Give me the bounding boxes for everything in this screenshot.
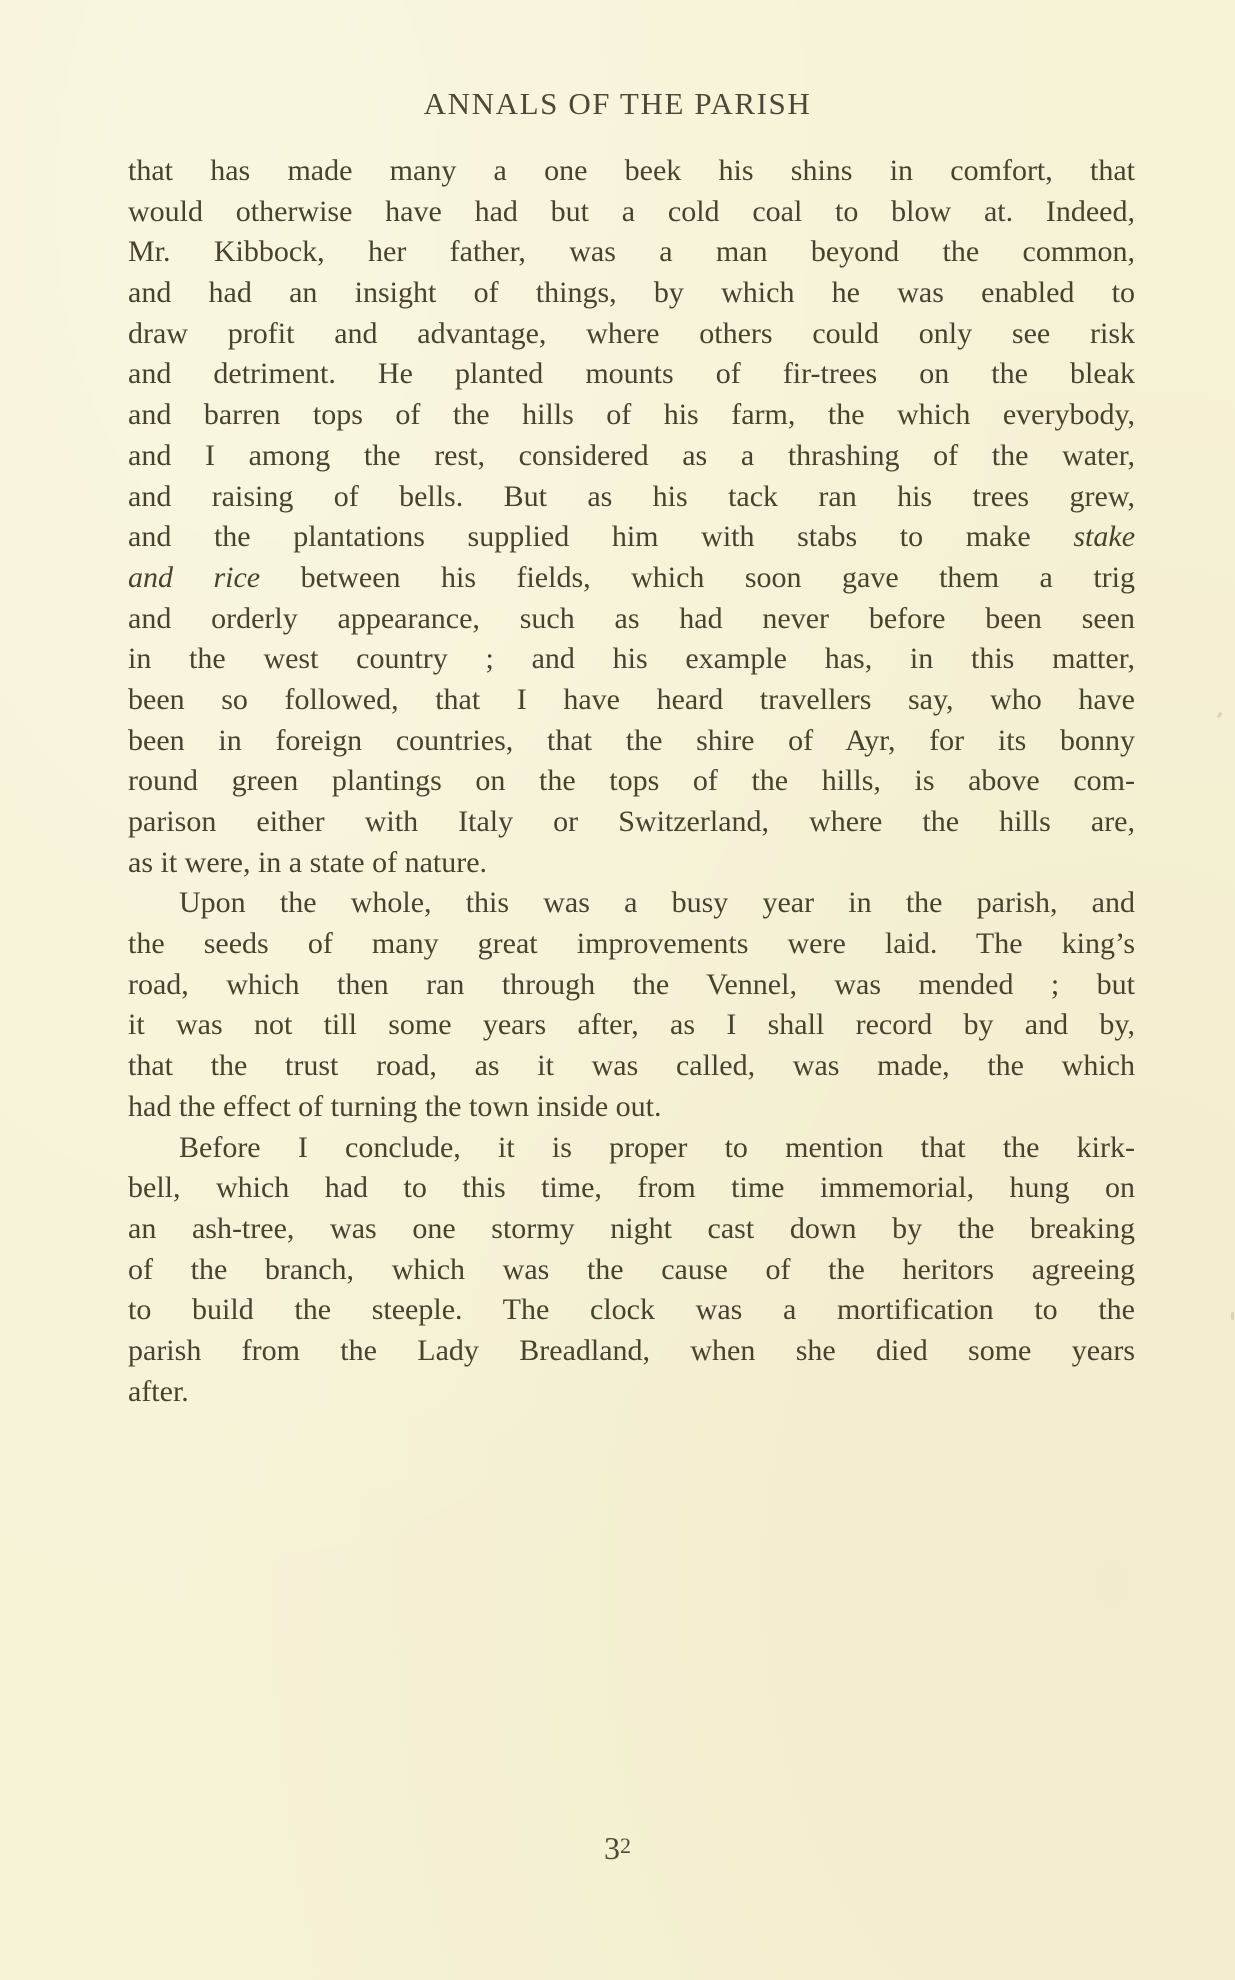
text-segment: and the plantations supplied him with stabs to make [128, 520, 1031, 554]
page-number [0, 1826, 1235, 1868]
paragraph-2 [128, 883, 1135, 1127]
text-line: the seeds of many great improvements were laid. The king’s [128, 927, 1135, 961]
text-line: to build the steeple. The clock was a mortification to the [128, 1293, 1135, 1327]
text-line: parish from the Lady Breadland, when she died some years [128, 1333, 1135, 1367]
text-line: round green plantings on the tops of the hills, is above com- [128, 764, 1135, 798]
paragraph-3 [128, 1128, 1135, 1413]
text-line: of the branch, which was the cause of the heritors agreeing [128, 1252, 1135, 1286]
text-line: and raising of bells. But as his tack ran his trees grew, [128, 479, 1135, 513]
text-line: been so followed, that I have heard travellers say, who have [128, 682, 1135, 716]
italic-term: and rice [128, 560, 261, 594]
page-number-digit: 3 [604, 1830, 620, 1866]
text-line: as it were, in a state of nature. [128, 845, 488, 879]
text-segment: between his fields, which soon gave them a trig [300, 560, 1135, 594]
text-line: that has made many a one beek his shins in comfort, that [128, 154, 1135, 187]
body-text [128, 151, 1135, 1412]
text-line: road, which then ran through the Vennel, was mended ; but [128, 967, 1135, 1001]
paragraph-1 [128, 151, 1135, 883]
paper-speck [1217, 712, 1223, 719]
running-head: ANNALS OF THE PARISH [423, 86, 812, 121]
paper-speck [1231, 1312, 1234, 1320]
text-line: bell, which had to this time, from time immemorial, hung on [128, 1171, 1135, 1205]
text-line: and had an insight of things, by which he was enabled to [128, 276, 1135, 310]
text-line: Upon the whole, this was a busy year in the parish, and [179, 886, 1135, 920]
text-line-with-italic [128, 517, 1135, 558]
text-line: that the trust road, as it was called, was made, the which [128, 1049, 1135, 1083]
text-line: had the effect of turning the town inside out. [128, 1089, 662, 1123]
text-line-with-italic [128, 558, 1135, 599]
text-line: and detriment. He planted mounts of fir-trees on the bleak [128, 357, 1135, 391]
text-line: been in foreign countries, that the shire of Ayr, for its bonny [128, 723, 1135, 757]
text-line: Before I conclude, it is proper to mention that the kirk- [179, 1130, 1135, 1164]
text-line: after. [128, 1374, 189, 1408]
text-line: and barren tops of the hills of his farm, the which everybody, [128, 398, 1135, 432]
italic-term: stake [1073, 520, 1136, 554]
text-line: an ash-tree, was one stormy night cast down by the breaking [128, 1211, 1135, 1245]
text-line: parison either with Italy or Switzerland, where the hills are, [128, 805, 1135, 838]
text-line: draw profit and advantage, where others could only see risk [128, 316, 1135, 350]
text-line: in the west country ; and his example has, in this matter, [128, 642, 1135, 676]
text-line: would otherwise have had but a cold coal to blow at. Indeed, [128, 194, 1135, 228]
text-line: and I among the rest, considered as a thrashing of the water, [128, 438, 1135, 472]
text-line: and orderly appearance, such as had never before been seen [128, 601, 1135, 635]
page-number-digit: 2 [620, 1833, 631, 1858]
text-line: it was not till some years after, as I shall record by and by, [128, 1008, 1135, 1042]
text-line: Mr. Kibbock, her father, was a man beyond the common, [128, 235, 1135, 269]
